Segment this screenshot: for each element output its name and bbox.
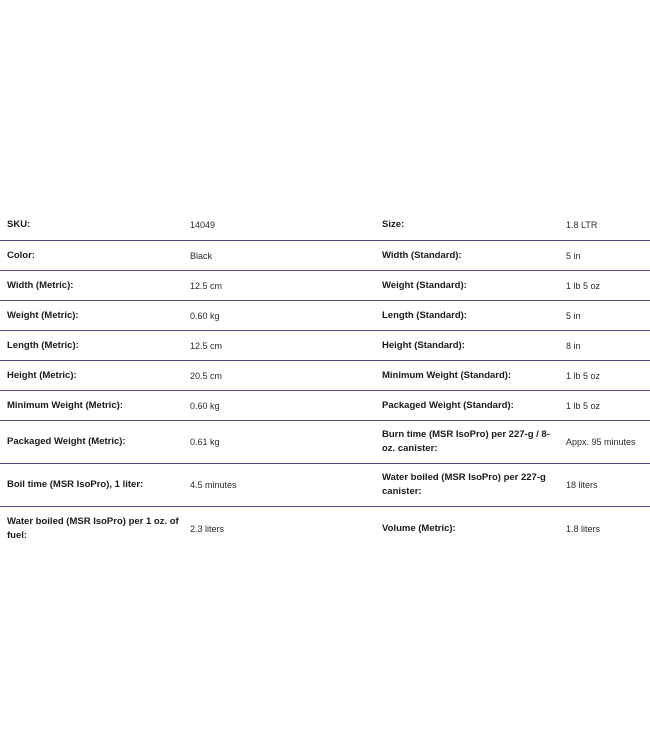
spec-value: Appx. 95 minutes — [566, 437, 636, 447]
spec-label: Minimum Weight (Standard): — [382, 369, 512, 381]
spec-row — [0, 507, 650, 550]
spec-value: 20.5 cm — [190, 370, 223, 381]
spec-label: Burn time (MSR IsoPro) per 227-g / 8-oz. canister: — [382, 429, 550, 454]
spec-value: 18 liters — [566, 480, 598, 490]
spec-label: SKU: — [7, 219, 31, 230]
spec-label: Size: — [382, 219, 405, 230]
spec-row — [0, 301, 650, 331]
spec-value: 12.5 cm — [190, 340, 223, 351]
spec-value: 14049 — [190, 220, 216, 230]
spec-label: Width (Standard): — [382, 249, 462, 261]
spec-value: 5 in — [566, 250, 581, 261]
spec-value: 1.8 LTR — [566, 220, 598, 230]
spec-label: Weight (Metric): — [7, 309, 79, 321]
spec-value: Black — [190, 250, 213, 261]
spec-value: 0.60 kg — [190, 400, 220, 411]
spec-row — [0, 331, 650, 361]
spec-value: 0.61 kg — [190, 437, 220, 447]
spec-row — [0, 391, 650, 421]
spec-value: 4.5 minutes — [190, 480, 237, 490]
spec-label: Color: — [7, 249, 35, 261]
spec-label: Weight (Standard): — [382, 279, 467, 291]
spec-label: Height (Standard): — [382, 339, 465, 351]
spec-label: Minimum Weight (Metric): — [7, 399, 123, 411]
spec-value: 1 lb 5 oz — [566, 280, 601, 291]
spec-row — [0, 361, 650, 391]
spec-row — [0, 271, 650, 301]
spec-label: Boil time (MSR IsoPro), 1 liter: — [7, 479, 144, 490]
spec-label: Packaged Weight (Standard): — [382, 399, 514, 411]
spec-value: 5 in — [566, 310, 581, 321]
spec-label: Water boiled (MSR IsoPro) per 227-g canister: — [382, 472, 546, 497]
spec-value: 12.5 cm — [190, 280, 223, 291]
spec-label: Height (Metric): — [7, 369, 77, 381]
spec-value: 8 in — [566, 340, 581, 351]
spec-label: Length (Standard): — [382, 309, 467, 321]
spec-value: 2.3 liters — [190, 523, 225, 534]
spec-label: Length (Metric): — [7, 339, 79, 351]
spec-label: Water boiled (MSR IsoPro) per 1 oz. of fuel: — [7, 515, 179, 541]
spec-label: Width (Metric): — [7, 279, 74, 291]
spec-row — [0, 210, 650, 241]
spec-row — [0, 464, 650, 507]
spec-label: Volume (Metric): — [382, 522, 456, 534]
specifications-table — [0, 210, 650, 550]
spec-value: 1 lb 5 oz — [566, 400, 601, 411]
spec-label: Packaged Weight (Metric): — [7, 436, 126, 447]
spec-value: 1.8 liters — [566, 523, 601, 534]
spec-value: 1 lb 5 oz — [566, 370, 601, 381]
spec-row — [0, 421, 650, 464]
spec-row — [0, 241, 650, 271]
spec-value: 0.60 kg — [190, 310, 220, 321]
